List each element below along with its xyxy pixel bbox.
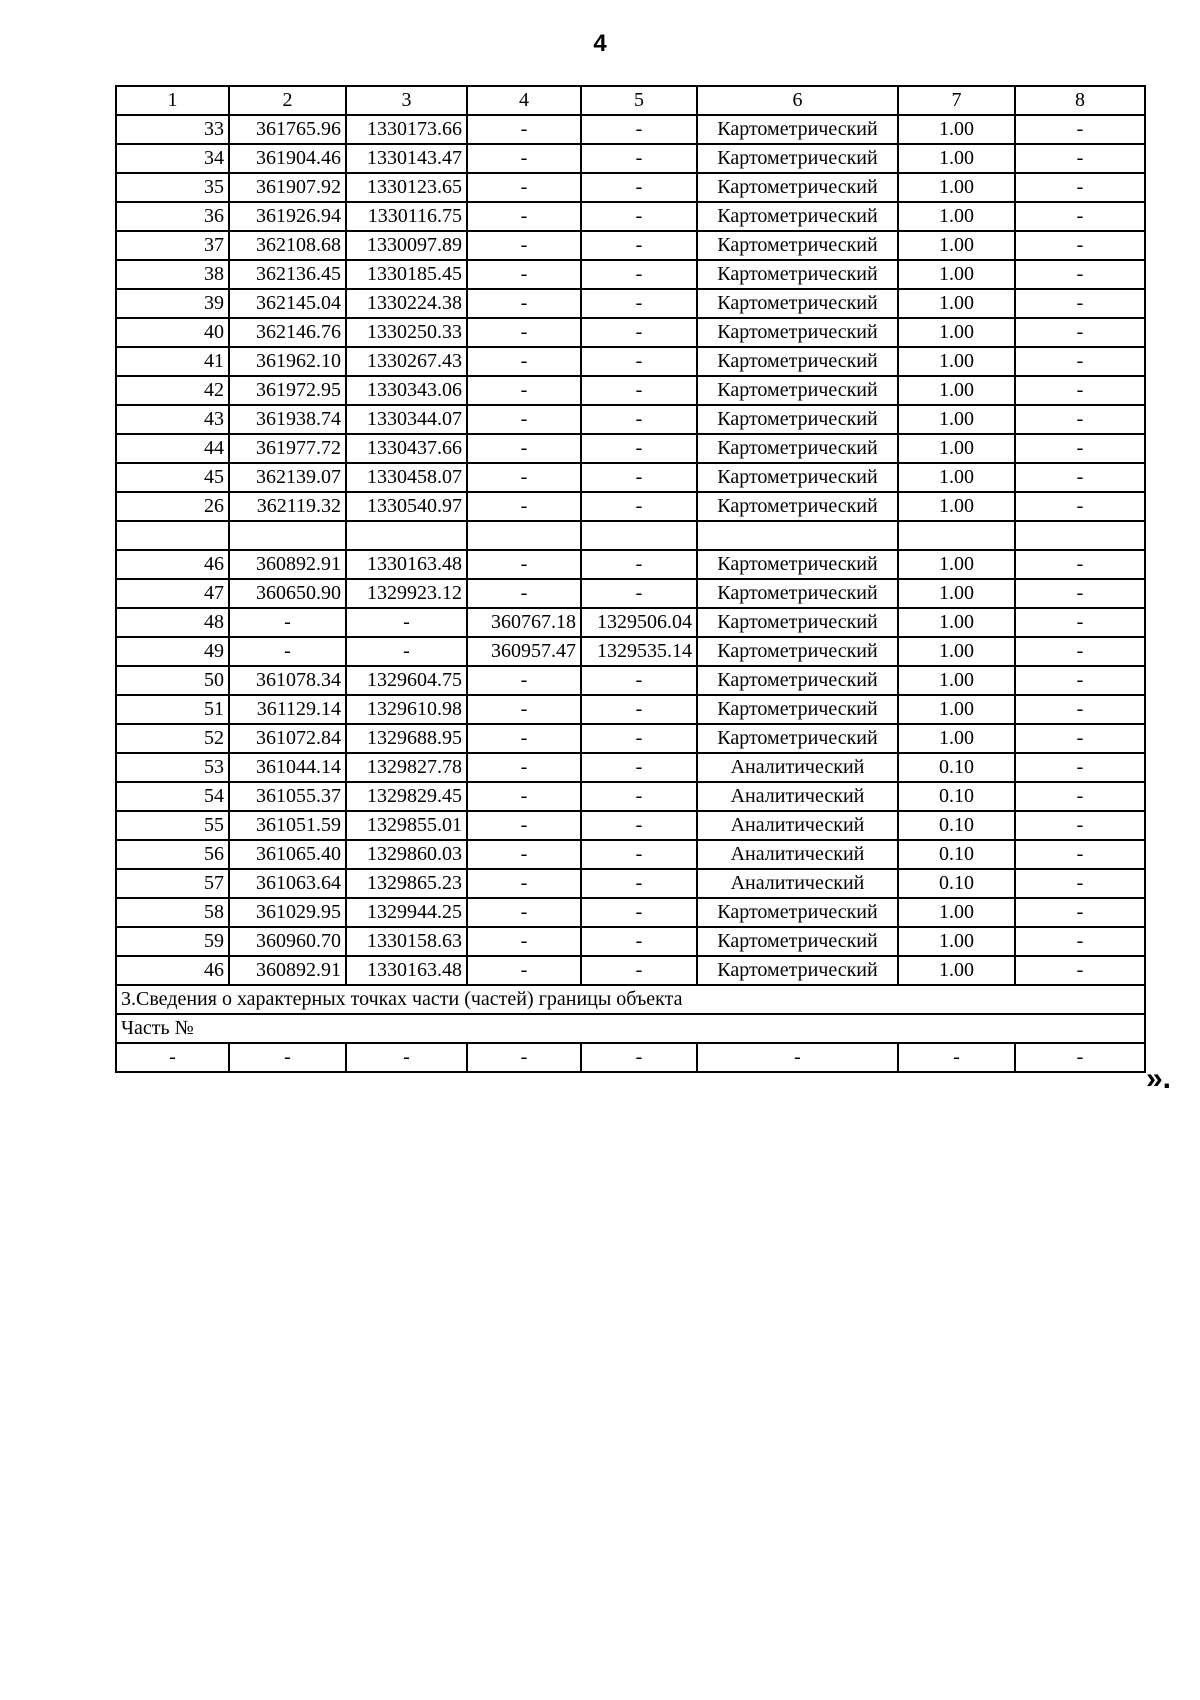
table-cell: 362146.76 [229,318,346,347]
table-cell: 1330437.66 [346,434,467,463]
table-cell: - [346,637,467,666]
table-cell: - [467,724,581,753]
table-cell: 362145.04 [229,289,346,318]
table-cell: 1329860.03 [346,840,467,869]
table-cell: - [1015,1043,1145,1072]
table-cell: - [346,608,467,637]
table-cell: - [1015,869,1145,898]
table-cell: 37 [116,231,229,260]
table-cell: - [467,405,581,434]
table-cell: - [581,144,697,173]
table-cell: - [581,898,697,927]
column-header: 3 [346,86,467,115]
table-cell: 1330344.07 [346,405,467,434]
table-cell: 41 [116,347,229,376]
table-cell: 361904.46 [229,144,346,173]
table-cell: 40 [116,318,229,347]
column-header: 1 [116,86,229,115]
table-cell: - [581,840,697,869]
table-cell: 361765.96 [229,115,346,144]
column-header: 5 [581,86,697,115]
table-cell: 42 [116,376,229,405]
table-cell: 361051.59 [229,811,346,840]
table-cell: Аналитический [697,753,898,782]
table-cell: - [581,695,697,724]
table-cell: - [467,550,581,579]
table-cell: Картометрический [697,608,898,637]
table-cell: 362108.68 [229,231,346,260]
table-cell: - [581,318,697,347]
table-row [116,231,1145,260]
table-cell: 1.00 [898,405,1015,434]
table-cell: 360767.18 [467,608,581,637]
table-cell: - [1015,463,1145,492]
table-cell: 38 [116,260,229,289]
table-cell: - [1015,434,1145,463]
table-cell: - [581,173,697,202]
table-row [116,492,1145,521]
table-cell: 1329865.23 [346,869,467,898]
table-cell: Картометрический [697,144,898,173]
table-cell: 1329604.75 [346,666,467,695]
table-row [116,376,1145,405]
table-cell: 45 [116,463,229,492]
table-cell: - [229,637,346,666]
table-cell: - [1015,318,1145,347]
table-cell: - [1015,579,1145,608]
table-cell: - [467,318,581,347]
table-cell: - [581,1043,697,1072]
table-cell: 362139.07 [229,463,346,492]
table-cell: 1.00 [898,376,1015,405]
table-row [116,724,1145,753]
table-cell [116,521,229,550]
column-header: 8 [1015,86,1145,115]
table-cell: 1.00 [898,289,1015,318]
table-cell: - [467,260,581,289]
table-cell: Картометрический [697,579,898,608]
table-cell: - [581,550,697,579]
table-cell: 34 [116,144,229,173]
table-cell: - [467,144,581,173]
table-cell: 46 [116,956,229,985]
table-cell: - [581,724,697,753]
table-row [116,405,1145,434]
table-cell: 1.00 [898,637,1015,666]
table-cell: - [1015,376,1145,405]
table-cell: 360892.91 [229,550,346,579]
table-cell: 361962.10 [229,347,346,376]
table-cell: - [467,347,581,376]
table-row [116,318,1145,347]
table-cell: 1329610.98 [346,695,467,724]
table-cell: - [1015,927,1145,956]
table-cell: - [467,782,581,811]
table-cell: - [581,289,697,318]
table-row [116,521,1145,550]
table-cell: 1.00 [898,927,1015,956]
table-cell: 1.00 [898,260,1015,289]
table-cell: 361029.95 [229,898,346,927]
table-cell: 52 [116,724,229,753]
table-cell: 1330163.48 [346,550,467,579]
table-cell: - [1015,115,1145,144]
table-cell: 1.00 [898,666,1015,695]
table-cell: - [467,579,581,608]
table-cell: 1.00 [898,492,1015,521]
table-cell: 1329829.45 [346,782,467,811]
table-cell: - [581,115,697,144]
table-cell: 360650.90 [229,579,346,608]
table-cell: 1330343.06 [346,376,467,405]
table-cell: Картометрический [697,289,898,318]
table-cell: 1329688.95 [346,724,467,753]
part-label-row [116,1014,1145,1043]
table-cell: 1330123.65 [346,173,467,202]
table-row [116,260,1145,289]
table-cell: - [229,1043,346,1072]
table-cell: 58 [116,898,229,927]
table-cell: Аналитический [697,782,898,811]
table-cell: 44 [116,434,229,463]
table-row [116,289,1145,318]
table-cell: Картометрический [697,376,898,405]
table-cell: - [1015,144,1145,173]
table-cell: 361938.74 [229,405,346,434]
table-cell: 1330173.66 [346,115,467,144]
table-row [116,434,1145,463]
table-cell: Картометрический [697,695,898,724]
table-cell: - [467,376,581,405]
table-cell: Картометрический [697,347,898,376]
table-cell: Картометрический [697,173,898,202]
table-cell: - [1015,550,1145,579]
table-cell [467,521,581,550]
table-cell: 1.00 [898,115,1015,144]
table-cell: - [1015,202,1145,231]
table-cell: 360957.47 [467,637,581,666]
table-cell: - [581,202,697,231]
table-row [116,782,1145,811]
table-cell: 1330163.48 [346,956,467,985]
table-cell: - [581,260,697,289]
table-cell: - [467,695,581,724]
table-row [116,869,1145,898]
table-cell: 1330143.47 [346,144,467,173]
table-cell: - [467,811,581,840]
table-cell: - [581,492,697,521]
table-cell: - [467,492,581,521]
table-cell: - [581,753,697,782]
table-cell: 26 [116,492,229,521]
table-row [116,608,1145,637]
table-cell: 1330158.63 [346,927,467,956]
table-row [116,1043,1145,1072]
table-cell: 1329506.04 [581,608,697,637]
table-cell: 361972.95 [229,376,346,405]
table-row [116,840,1145,869]
table-cell: 1.00 [898,231,1015,260]
table-cell: 1330097.89 [346,231,467,260]
table-cell: 33 [116,115,229,144]
table-cell: 1330116.75 [346,202,467,231]
section-title-row [116,985,1145,1014]
table-cell: 361926.94 [229,202,346,231]
table-cell: 361044.14 [229,753,346,782]
table-row [116,463,1145,492]
table-cell: - [467,1043,581,1072]
table-cell: 1.00 [898,144,1015,173]
table-row [116,695,1145,724]
table-cell: 1.00 [898,463,1015,492]
table-cell: - [1015,260,1145,289]
table-row [116,550,1145,579]
table-cell: - [581,927,697,956]
table-cell: 1.00 [898,608,1015,637]
table-cell: Картометрический [697,434,898,463]
table-cell: 361907.92 [229,173,346,202]
table-cell: - [581,956,697,985]
part-label: Часть № [116,1014,1145,1043]
table-cell: - [467,956,581,985]
table-cell: 35 [116,173,229,202]
table-cell: 55 [116,811,229,840]
table-cell: 48 [116,608,229,637]
table-cell: - [1015,724,1145,753]
table-cell: - [467,840,581,869]
column-header: 2 [229,86,346,115]
table-cell: - [1015,956,1145,985]
table-cell: 49 [116,637,229,666]
table-cell: - [346,1043,467,1072]
table-cell: 1.00 [898,318,1015,347]
table-cell: 360892.91 [229,956,346,985]
table-cell: Картометрический [697,724,898,753]
table-cell: - [467,173,581,202]
table-row [116,173,1145,202]
table-cell: Аналитический [697,869,898,898]
table-cell: - [467,927,581,956]
table-cell: 1.00 [898,579,1015,608]
table-row [116,811,1145,840]
table-cell: - [581,869,697,898]
table-cell: - [1015,492,1145,521]
table-cell: Аналитический [697,840,898,869]
table-cell: Картометрический [697,463,898,492]
table-cell: Картометрический [697,956,898,985]
table-cell: - [467,869,581,898]
table-cell [697,521,898,550]
table-row [116,637,1145,666]
table-cell: 51 [116,695,229,724]
table-row [116,579,1145,608]
table-cell: - [581,405,697,434]
table-cell: - [467,202,581,231]
table-cell: 59 [116,927,229,956]
table-cell: - [1015,608,1145,637]
column-header: 4 [467,86,581,115]
table-cell: - [1015,753,1145,782]
table-cell: 361065.40 [229,840,346,869]
table-cell: - [1015,811,1145,840]
table-body [116,115,1145,985]
table-cell: - [1015,231,1145,260]
table-cell: - [1015,289,1145,318]
table-cell: 1330185.45 [346,260,467,289]
table-cell: - [697,1043,898,1072]
table-cell [581,521,697,550]
table-cell: 43 [116,405,229,434]
table-cell: - [229,608,346,637]
column-header: 6 [697,86,898,115]
table-cell: - [116,1043,229,1072]
table-cell: - [1015,782,1145,811]
table-cell: 360960.70 [229,927,346,956]
table-cell: - [1015,637,1145,666]
table-cell: Картометрический [697,898,898,927]
table-row [116,115,1145,144]
table-cell: - [467,434,581,463]
table-cell: 361129.14 [229,695,346,724]
table-cell: 0.10 [898,753,1015,782]
table-cell [1015,521,1145,550]
table-row [116,144,1145,173]
table-cell: 1.00 [898,202,1015,231]
table-cell: 1.00 [898,550,1015,579]
table-cell: Картометрический [697,637,898,666]
table-cell: 53 [116,753,229,782]
table-cell: 57 [116,869,229,898]
coordinates-table [115,85,1146,1073]
table-cell: - [467,753,581,782]
table-cell: 1.00 [898,347,1015,376]
table-cell: - [467,898,581,927]
table-cell: 1.00 [898,898,1015,927]
table-cell: - [581,463,697,492]
table-cell: - [467,231,581,260]
table-cell: - [1015,898,1145,927]
closing-quote-mark: ». [1146,1062,1172,1095]
table-cell: 1.00 [898,173,1015,202]
table-cell: 56 [116,840,229,869]
table-cell [898,521,1015,550]
table-cell: - [581,376,697,405]
table-cell: Картометрический [697,231,898,260]
table-cell: - [467,289,581,318]
table-cell: 361078.34 [229,666,346,695]
table-cell: - [1015,347,1145,376]
column-header: 7 [898,86,1015,115]
table-cell: Картометрический [697,666,898,695]
table-row [116,347,1145,376]
table-cell: - [1015,695,1145,724]
table-cell: 361055.37 [229,782,346,811]
table-cell: 50 [116,666,229,695]
table-cell: 1330224.38 [346,289,467,318]
table-cell: Картометрический [697,927,898,956]
table-cell: - [1015,840,1145,869]
table-cell: - [581,231,697,260]
table-cell: 54 [116,782,229,811]
table-cell: - [1015,405,1145,434]
table-cell: 361977.72 [229,434,346,463]
table-cell: Картометрический [697,492,898,521]
table-cell: 1.00 [898,695,1015,724]
table-row [116,927,1145,956]
table-row [116,202,1145,231]
table-cell: 47 [116,579,229,608]
table-cell: - [898,1043,1015,1072]
table-cell: 1.00 [898,434,1015,463]
table-cell: Картометрический [697,260,898,289]
table-cell: - [581,579,697,608]
table-cell: - [467,115,581,144]
table-row [116,753,1145,782]
table-cell: - [467,666,581,695]
table-cell: 1.00 [898,956,1015,985]
table-cell: 1330540.97 [346,492,467,521]
table-cell: 1329855.01 [346,811,467,840]
table-cell: Картометрический [697,202,898,231]
table-cell: 0.10 [898,782,1015,811]
table-cell: 361063.64 [229,869,346,898]
table-cell: 1329827.78 [346,753,467,782]
table-cell: - [1015,173,1145,202]
table-cell: 0.10 [898,811,1015,840]
table-cell: 361072.84 [229,724,346,753]
table-cell [229,521,346,550]
table-header-row [116,86,1145,115]
table-row [116,666,1145,695]
table-cell: 46 [116,550,229,579]
table-cell: 1330267.43 [346,347,467,376]
table-cell: 362119.32 [229,492,346,521]
table-cell: Картометрический [697,550,898,579]
table-cell [346,521,467,550]
table-cell: - [581,782,697,811]
table-cell: 1329535.14 [581,637,697,666]
table-cell: - [581,434,697,463]
table-cell: Картометрический [697,405,898,434]
table-cell: 362136.45 [229,260,346,289]
table-cell: - [581,347,697,376]
table-cell: 1329944.25 [346,898,467,927]
table-cell: Картометрический [697,318,898,347]
table-cell: 1330250.33 [346,318,467,347]
table-cell: 36 [116,202,229,231]
table-cell: 1330458.07 [346,463,467,492]
table-cell: 39 [116,289,229,318]
section-title: 3.Сведения о характерных точках части (частей) границы объекта [116,985,1145,1014]
table-row [116,956,1145,985]
table-cell: - [581,811,697,840]
table-cell: - [581,666,697,695]
table-row [116,898,1145,927]
page-number: 4 [593,30,607,57]
table-cell: Картометрический [697,115,898,144]
table-cell: - [467,463,581,492]
table-cell: 1329923.12 [346,579,467,608]
table-cell: Аналитический [697,811,898,840]
table-cell: 0.10 [898,840,1015,869]
table-cell: - [1015,666,1145,695]
table-cell: 1.00 [898,724,1015,753]
table-cell: 0.10 [898,869,1015,898]
